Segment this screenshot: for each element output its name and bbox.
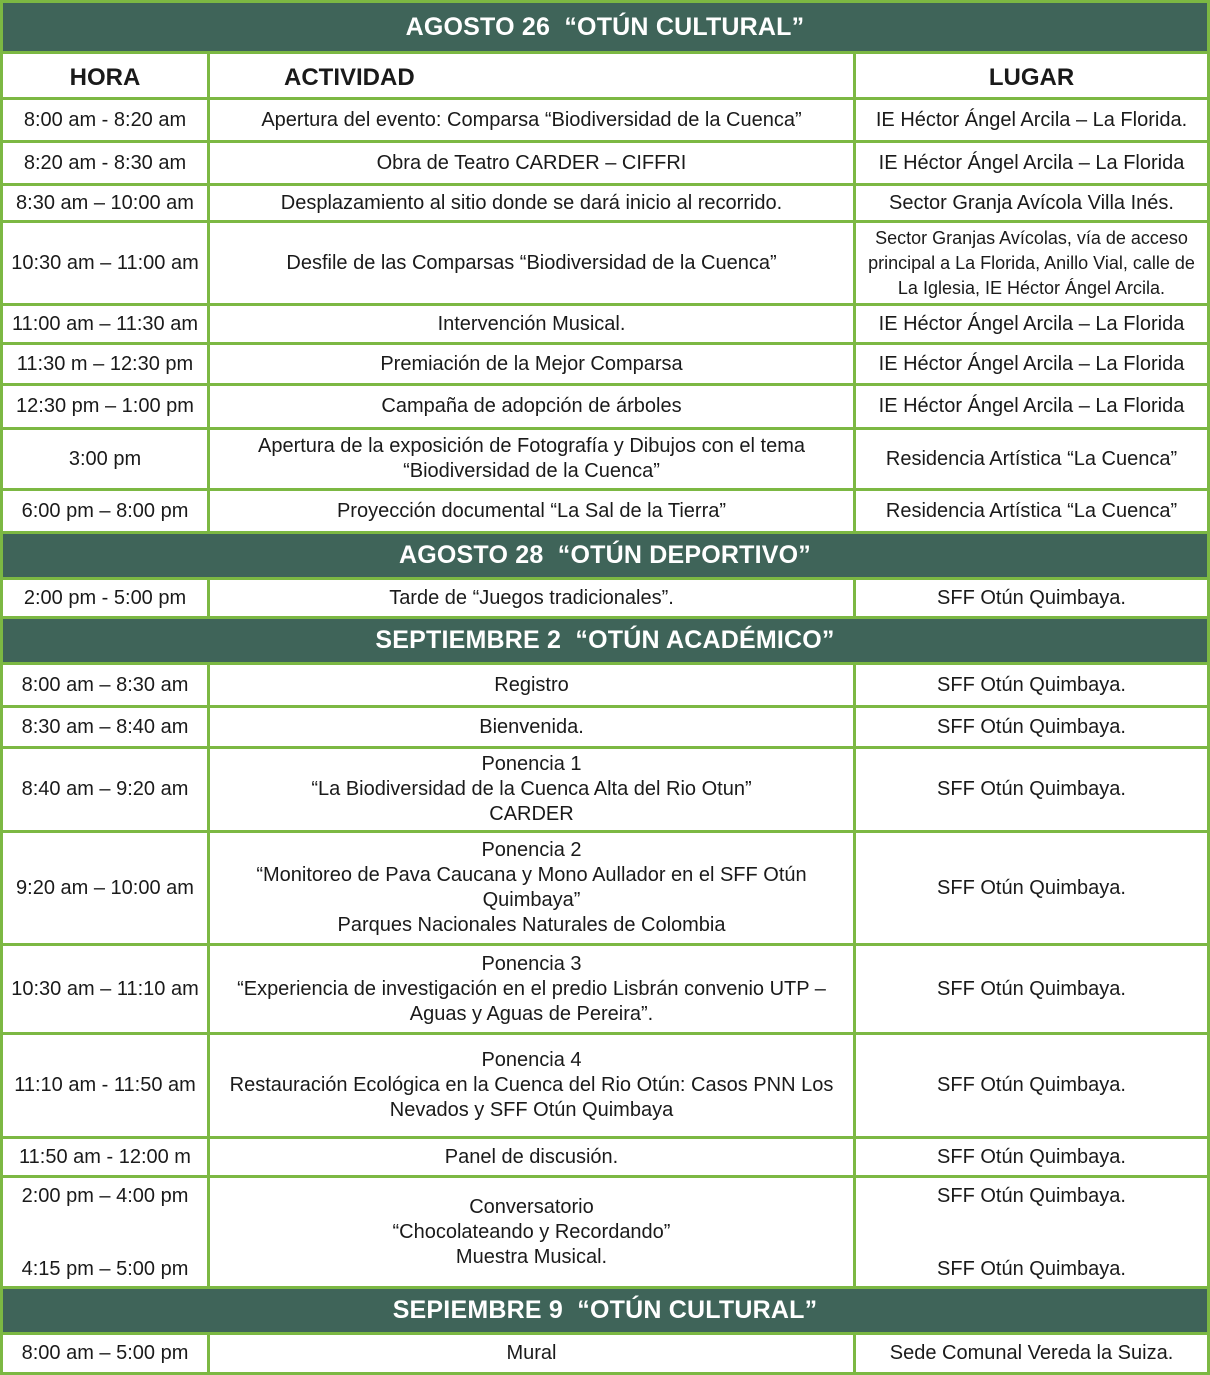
activity-cell: [210, 1139, 853, 1175]
location-cell: [856, 223, 1207, 303]
time-cell-line: 8:20 am - 8:30 am: [23, 151, 187, 174]
location-cell: [856, 1335, 1207, 1372]
time-cell: [3, 1335, 207, 1372]
location-cell-line: principal a La Florida, Anillo Vial, calle de: [868, 252, 1195, 273]
location-cell: [856, 186, 1207, 220]
location-cell: [856, 100, 1207, 140]
location-cell-line: IE Héctor Ángel Arcila – La Florida: [878, 151, 1185, 174]
time-cell: [3, 386, 207, 427]
time-cell-line: 11:00 am – 11:30 am: [11, 312, 199, 335]
activity-cell: [210, 665, 853, 705]
time-cell: [3, 749, 207, 830]
time-cell-line: 12:30 pm – 1:00 pm: [16, 395, 194, 417]
location-cell: [856, 580, 1207, 616]
time-cell-line: 9:20 am – 10:00 am: [16, 876, 194, 899]
activity-cell: [210, 306, 853, 342]
time-cell-line: 11:50 am - 12:00 m: [19, 1145, 191, 1168]
activity-cell-line: Premiación de la Mejor Comparsa: [380, 352, 683, 375]
time-cell-line: 10:30 am – 11:00 am: [11, 251, 199, 274]
location-cell: [856, 749, 1207, 830]
activity-cell-line: Ponencia 1: [481, 753, 582, 775]
time-cell: [3, 345, 207, 383]
time-cell-line: 8:00 am – 8:30 am: [21, 673, 189, 696]
activity-cell: [210, 345, 853, 383]
activity-cell-line: Ponencia 4: [481, 1049, 582, 1071]
location-cell-line: IE Héctor Ángel Arcila – La Florida: [878, 395, 1185, 417]
time-cell: [3, 143, 207, 183]
activity-cell: [210, 1335, 853, 1372]
location-cell-line: IE Héctor Ángel Arcila – La Florida: [878, 352, 1185, 375]
time-cell-line: 8:30 am – 8:40 am: [21, 715, 189, 738]
location-cell-line: Residencia Artística “La Cuenca”: [885, 447, 1178, 470]
activity-cell: [210, 580, 853, 616]
activity-cell: [210, 430, 853, 488]
location-cell: [856, 430, 1207, 488]
activity-cell: [210, 833, 853, 943]
time-cell-line: 11:10 am - 11:50 am: [14, 1074, 196, 1096]
location-cell-line: Sede Comunal Vereda la Suiza.: [889, 1342, 1174, 1364]
location-cell-line: SFF Otún Quimbaya.: [937, 586, 1126, 609]
time-cell: [3, 833, 207, 943]
activity-cell-line: Desfile de las Comparsas “Biodiversidad de la Cuenca”: [286, 251, 777, 274]
section-title-agosto-26-otun-cultural: AGOSTO 26 “OTÚN CULTURAL”: [3, 3, 1207, 51]
time-cell-line: 10:30 am – 11:10 am: [11, 977, 199, 1000]
location-cell-line: SFF Otún Quimbaya.: [937, 876, 1126, 899]
activity-cell-line: Conversatorio: [469, 1195, 594, 1218]
section-title-agosto-28-otun-deportivo: AGOSTO 28 “OTÚN DEPORTIVO”: [3, 534, 1207, 577]
activity-cell-line: Mural: [506, 1342, 557, 1364]
location-cell: [856, 491, 1207, 531]
location-cell-line: SFF Otún Quimbaya.: [937, 1145, 1126, 1168]
activity-cell-line: Aguas y Aguas de Pereira”.: [409, 1002, 654, 1025]
location-cell: [856, 345, 1207, 383]
time-cell-line: 2:00 pm - 5:00 pm: [23, 586, 187, 609]
activity-cell: [210, 1035, 853, 1136]
location-cell-line: IE Héctor Ángel Arcila – La Florida: [878, 312, 1185, 335]
section-title-septiembre-2-otun-academico: SEPTIEMBRE 2 “OTÚN ACADÉMICO”: [3, 619, 1207, 662]
location-cell-line: SFF Otún Quimbaya.: [937, 977, 1126, 1000]
activity-cell-line: Apertura del evento: Comparsa “Biodiversidad de la Cuenca”: [261, 108, 802, 131]
location-cell: [856, 708, 1207, 746]
time-cell: [3, 1178, 207, 1286]
activity-cell-line: Desplazamiento al sitio donde se dará inicio al recorrido.: [280, 191, 783, 214]
activity-cell-line: “Monitoreo de Pava Caucana y Mono Aullador en el SFF Otún: [256, 864, 807, 886]
column-header-hora: HORA: [3, 54, 207, 97]
column-header-actividad: ACTIVIDAD: [210, 54, 853, 97]
location-cell-line: SFF Otún Quimbaya.: [937, 715, 1126, 738]
activity-cell: [210, 491, 853, 531]
time-cell: [3, 1139, 207, 1175]
time-cell: [3, 430, 207, 488]
time-cell-line: 3:00 pm: [68, 447, 142, 470]
activity-cell: [210, 386, 853, 427]
activity-cell-line: Ponencia 3: [481, 952, 582, 975]
location-cell: [856, 833, 1207, 943]
activity-cell: [210, 749, 853, 830]
activity-cell-line: Quimbaya”: [482, 889, 581, 911]
time-cell-line: 8:30 am – 10:00 am: [16, 191, 194, 214]
location-cell: [856, 1139, 1207, 1175]
activity-cell-line: Parques Nacionales Naturales de Colombia: [337, 914, 726, 936]
location-cell-line: La Iglesia, IE Héctor Ángel Arcila.: [897, 277, 1166, 298]
activity-cell: [210, 143, 853, 183]
activity-cell-line: Nevados y SFF Otún Quimbaya: [389, 1099, 674, 1121]
activity-cell-line: “Experiencia de investigación en el predio Lisbrán convenio UTP –: [237, 977, 826, 1000]
activity-cell-line: Ponencia 2: [481, 839, 582, 861]
location-cell: [856, 1178, 1207, 1286]
location-cell-line: IE Héctor Ángel Arcila – La Florida.: [875, 108, 1188, 131]
activity-cell-line: Intervención Musical.: [437, 312, 626, 335]
column-header-lugar: LUGAR: [856, 54, 1207, 97]
time-cell-line: 8:00 am – 5:00 pm: [21, 1342, 189, 1364]
time-cell-line: 6:00 pm – 8:00 pm: [21, 499, 189, 522]
activity-cell: [210, 708, 853, 746]
activity-cell-line: “Chocolateando y Recordando”: [392, 1220, 671, 1243]
location-cell: [856, 143, 1207, 183]
activity-cell-line: Obra de Teatro CARDER – CIFFRI: [376, 151, 687, 174]
time-cell: [3, 580, 207, 616]
time-cell: [3, 100, 207, 140]
activity-cell-line: Restauración Ecológica en la Cuenca del Rio Otún: Casos PNN Los: [229, 1074, 834, 1096]
activity-cell-line: Bienvenida.: [479, 715, 584, 738]
activity-cell-line: Apertura de la exposición de Fotografía y Dibujos con el tema: [258, 435, 805, 457]
activity-cell: [210, 100, 853, 140]
activity-cell-line: Proyección documental “La Sal de la Tierra”: [336, 499, 727, 522]
location-cell-line: Residencia Artística “La Cuenca”: [885, 499, 1178, 522]
time-cell-line: 8:40 am – 9:20 am: [21, 778, 189, 800]
location-cell: [856, 665, 1207, 705]
activity-cell-line: Muestra Musical.: [455, 1245, 608, 1268]
time-cell: [3, 946, 207, 1032]
location-cell: [856, 1035, 1207, 1136]
time-cell: [3, 708, 207, 746]
activity-cell: [210, 186, 853, 220]
time-cell-line: 8:00 am - 8:20 am: [23, 108, 187, 131]
activity-cell-line: “La Biodiversidad de la Cuenca Alta del Rio Otun”: [311, 778, 752, 800]
activity-cell-line: “Biodiversidad de la Cuenca”: [403, 460, 660, 482]
location-cell: [856, 946, 1207, 1032]
activity-cell-line: Tarde de “Juegos tradicionales”.: [389, 586, 674, 609]
activity-cell-line: Campaña de adopción de árboles: [381, 395, 682, 417]
location-cell: [856, 306, 1207, 342]
time-cell-line: 4:15 pm – 5:00 pm: [21, 1258, 189, 1280]
time-cell: [3, 665, 207, 705]
location-cell-line: Sector Granjas Avícolas, vía de acceso: [875, 227, 1188, 248]
activity-cell: [210, 223, 853, 303]
time-cell: [3, 1035, 207, 1136]
activity-cell-line: Panel de discusión.: [444, 1145, 619, 1168]
time-cell: [3, 186, 207, 220]
location-cell-line: SFF Otún Quimbaya.: [937, 778, 1126, 800]
time-cell-line: 11:30 m – 12:30 pm: [16, 352, 194, 375]
section-title-sepiembre-9-otun-cultural: SEPIEMBRE 9 “OTÚN CULTURAL”: [3, 1289, 1207, 1332]
activity-cell: [210, 946, 853, 1032]
activity-cell-line: CARDER: [489, 803, 574, 825]
location-cell: [856, 386, 1207, 427]
location-cell-line: Sector Granja Avícola Villa Inés.: [889, 191, 1174, 214]
location-cell-line: SFF Otún Quimbaya.: [937, 1258, 1126, 1280]
time-cell: [3, 306, 207, 342]
activity-cell: [210, 1178, 853, 1286]
time-cell-line: 2:00 pm – 4:00 pm: [21, 1185, 189, 1207]
location-cell-line: SFF Otún Quimbaya.: [937, 1185, 1126, 1207]
time-cell: [3, 491, 207, 531]
location-cell-line: SFF Otún Quimbaya.: [937, 673, 1126, 696]
activity-cell-line: Registro: [494, 673, 569, 696]
location-cell-line: SFF Otún Quimbaya.: [937, 1074, 1126, 1096]
time-cell: [3, 223, 207, 303]
